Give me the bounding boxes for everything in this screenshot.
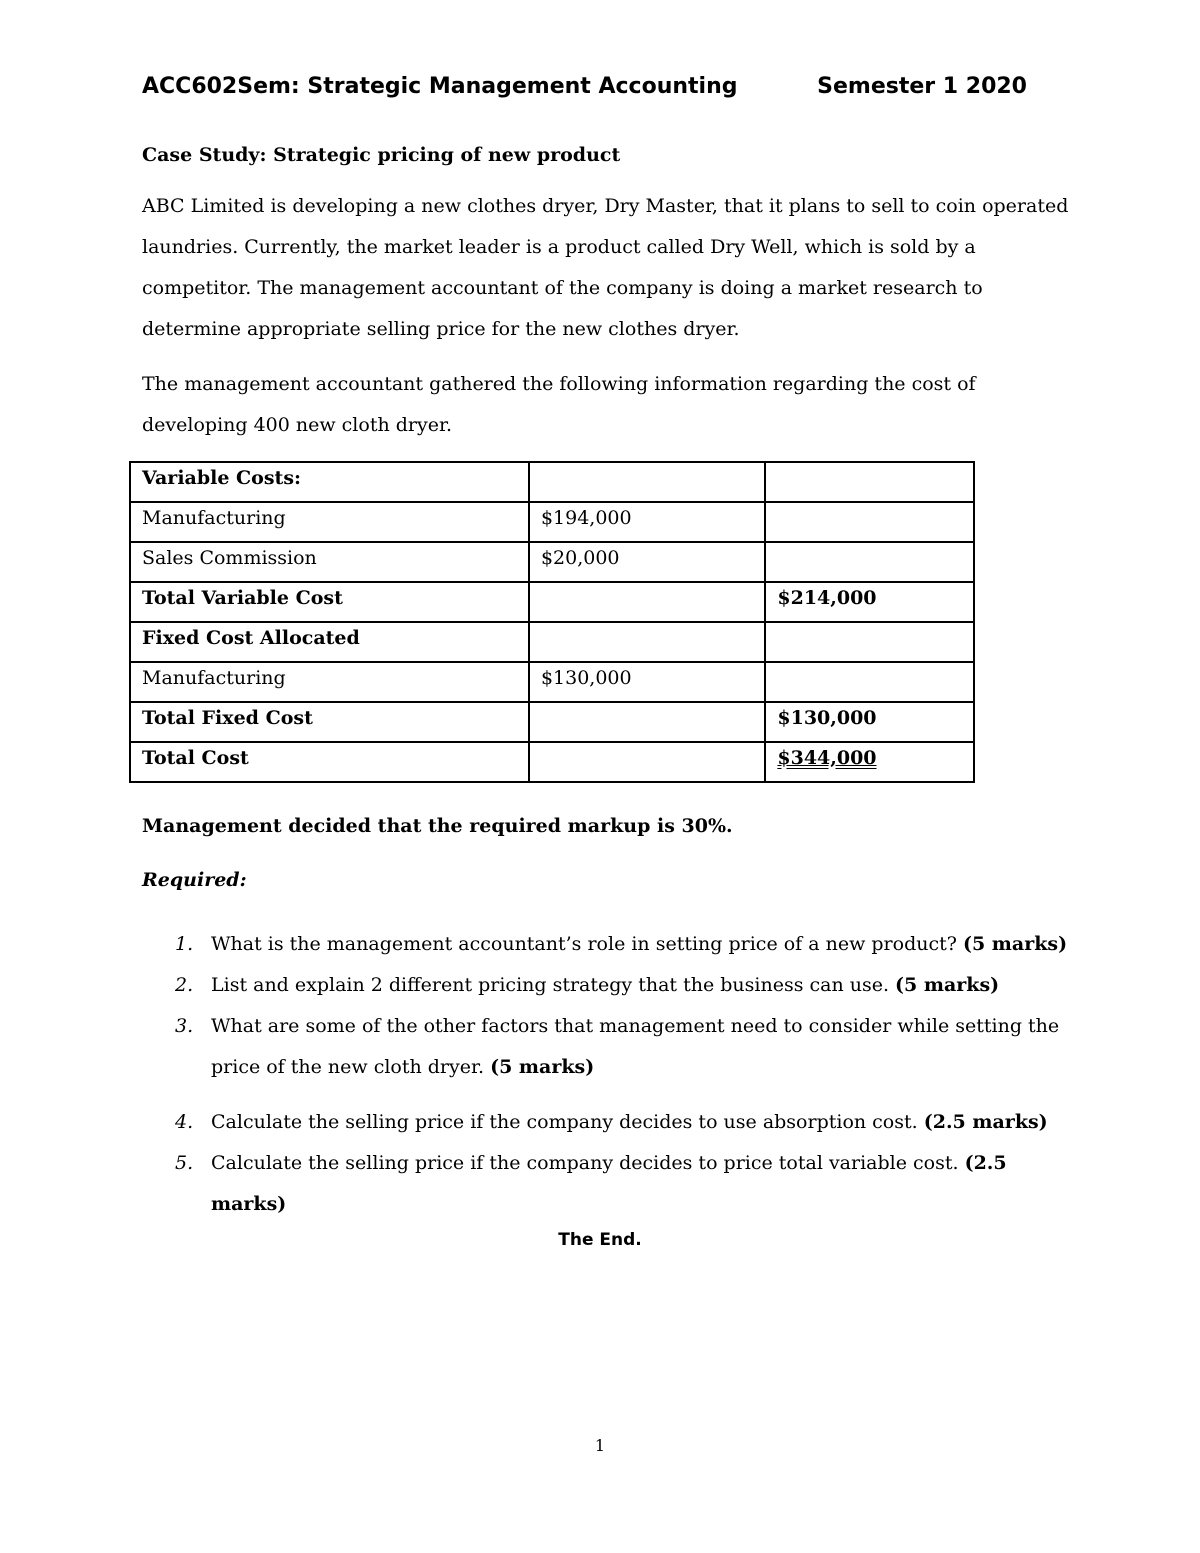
row-label: Total Cost	[130, 742, 529, 782]
intro-paragraph: ABC Limited is developing a new clothes dryer, Dry Master, that it plans to sell to coin operated laundries. Currently, the market leader is a product called Dry Well, which is sold by a competitor. The management accountant of the company is doing a market research to determine appropriate selling price for the new clothes dryer.	[142, 195, 1069, 340]
question-marks: (5 marks)	[895, 974, 1000, 996]
list-item	[175, 1143, 1070, 1225]
row-label: Manufacturing	[130, 662, 529, 702]
row-total	[765, 502, 974, 542]
row-amount	[529, 462, 765, 502]
row-label: Variable Costs:	[130, 462, 529, 502]
list-item	[175, 924, 1070, 965]
question-number: 1.	[175, 933, 194, 955]
the-end-label: The End.	[558, 1230, 642, 1250]
markup-note: Management decided that the required markup is 30%.	[142, 815, 733, 837]
row-total-cell	[765, 742, 974, 782]
row-amount	[529, 582, 765, 622]
question-text: What is the management accountant’s role in setting price of a new product?	[211, 933, 957, 955]
row-amount: $130,000	[529, 662, 765, 702]
question-marks: (5 marks)	[490, 1056, 595, 1078]
semester-label: Semester 1 2020	[817, 74, 1027, 99]
row-total	[765, 622, 974, 662]
row-total: $130,000	[765, 702, 974, 742]
list-item	[175, 1006, 1070, 1088]
list-item	[175, 965, 1070, 1006]
cost-table	[129, 461, 975, 783]
question-text: Calculate the selling price if the company decides to price total variable cost.	[211, 1152, 959, 1174]
case-study-title: Case Study: Strategic pricing of new product	[142, 144, 621, 166]
total-cost-value: $344,000	[777, 747, 877, 769]
question-text: Calculate the selling price if the company decides to use absorption cost.	[211, 1111, 918, 1133]
question-marks: (2.5 marks)	[211, 1152, 1007, 1215]
row-total	[765, 662, 974, 702]
question-list	[175, 924, 1070, 1225]
question-marks: (5 marks)	[962, 933, 1068, 955]
row-total: $214,000	[765, 582, 974, 622]
row-label: Fixed Cost Allocated	[130, 622, 529, 662]
question-text: What are some of the other factors that management need to consider while setting the price of the new cloth dryer.	[211, 1015, 1060, 1078]
question-number: 4.	[175, 1111, 194, 1133]
table-row	[130, 542, 974, 582]
row-total	[765, 542, 974, 582]
row-amount	[529, 702, 765, 742]
required-heading: Required:	[142, 869, 247, 891]
table-row	[130, 622, 974, 662]
row-label: Total Variable Cost	[130, 582, 529, 622]
question-number: 2.	[175, 974, 194, 996]
cost-info-paragraph: The management accountant gathered the following information regarding the cost of developing 400 new cloth dryer.	[142, 373, 976, 436]
table-row	[130, 462, 974, 502]
row-amount: $194,000	[529, 502, 765, 542]
list-item	[175, 1102, 1070, 1143]
question-number: 3.	[175, 1015, 194, 1037]
table-row	[130, 742, 974, 782]
question-marks: (2.5 marks)	[923, 1111, 1048, 1133]
row-label: Sales Commission	[130, 542, 529, 582]
question-text: List and explain 2 different pricing strategy that the business can use.	[211, 974, 889, 996]
table-row	[130, 582, 974, 622]
row-amount: $20,000	[529, 542, 765, 582]
row-amount	[529, 742, 765, 782]
row-label: Manufacturing	[130, 502, 529, 542]
row-amount	[529, 622, 765, 662]
row-total	[765, 462, 974, 502]
table-row	[130, 502, 974, 542]
table-row	[130, 702, 974, 742]
row-label: Total Fixed Cost	[130, 702, 529, 742]
course-title: ACC602Sem: Strategic Management Accounting	[142, 74, 738, 99]
question-number: 5.	[175, 1152, 194, 1174]
page-number: 1	[594, 1436, 606, 1455]
table-row	[130, 662, 974, 702]
